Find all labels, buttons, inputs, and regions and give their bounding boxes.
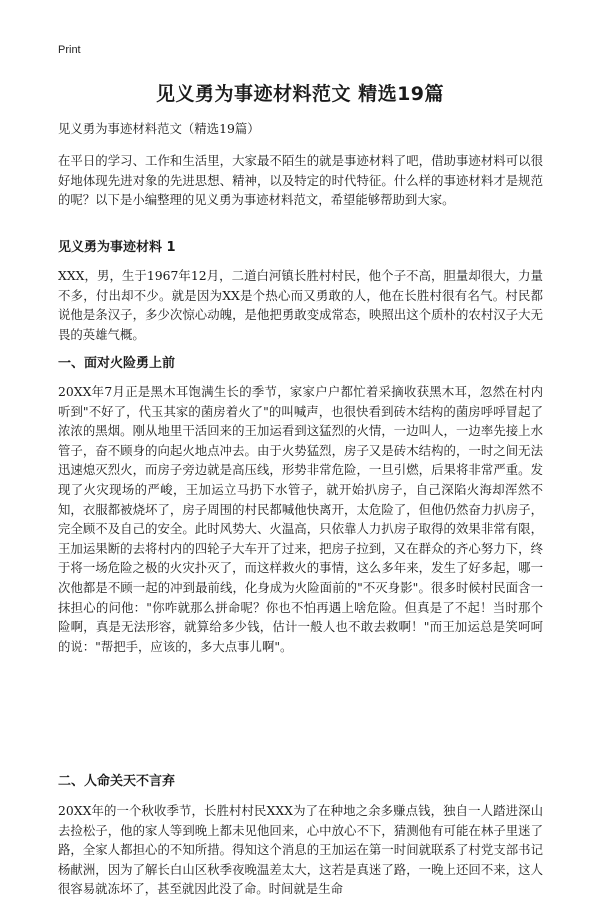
subsection-heading-rescue: 二、人命关天不言弃 (58, 774, 176, 789)
subsection-heading-fire: 一、面对火险勇上前 (58, 356, 176, 371)
print-link[interactable]: Print (58, 44, 81, 56)
subsection-paragraph-fire: 20XX年7月正是黑木耳饱满生长的季节，家家户户都忙着采摘收获黑木耳，忽然在村内听到"不好了，代玉其家的菌房着火了"的叫喊声，也很快看到砖木结构的菌房呼呼冒起了浓浓的黑烟。刚从地里干活回来的王加运看到这猛烈的火情，一边叫人，一边率先接上水管子，奋不顾身的向起火地点冲去。由于火势猛烈，房子又是砖木结构的，一时之间无法迅速熄灭烈火，而房子旁边就是高压线，形势非常危险，一旦引燃，后果将非常严重。发现了火灾现场的严峻，王加运立马扔下水管子，就开始扒房子，自己深陷火海却浑然不知，衣服都被烧坏了，房子周围的村民都喊他快离开，太危险了，但他仍然奋力扒房子，完全顾不及自己的安全。此时风势大、火温高，只依靠人力扒房子取得的效果非常有限，王加运果断的去将村内的四轮子大车开了过来，把房子拉到，又在群众的齐心努力下，终于将一场危险之极的火灾扑灭了，而这样救火的事情，这么多年来，发生了好多起，哪一次他都是不顾一起的冲到最前线，化身成为火险面前的"不灭身影"。很多时候村民面含一抹担心的问他："你咋就那么拼命呢？你也不怕再遇上啥危险。但真是了不起！当时那个险啊，真是无法形容，就算给多少钱，估计一般人也不敢去救啊！"而王加运总是笑呵呵的说："帮把手，应该的，多大点事儿啊"。 (58, 384, 543, 654)
document-subtitle: 见义勇为事迹材料范文（精选19篇） (58, 121, 260, 136)
document-title: 见义勇为事迹材料范文 精选19篇 (155, 83, 445, 105)
section-heading: 见义勇为事迹材料 1 (58, 240, 176, 255)
subsection-paragraph-rescue: 20XX年的一个秋收季节，长胜村村民XXX为了在种地之余多赚点钱，独自一人踏进深山去捡松子，他的家人等到晚上都未见他回来，心中放心不下，猜测他有可能在林子里迷了路，全家人都担心的不知所措。得知这个消息的王加运在第一时间就联系了村党支部书记杨献洲，因为了解长白山区秋季夜晚温差太大，这若是真迷了路，一晚上还回不来，这人很容易就冻坏了，甚至就因此没了命。时间就是生命 (58, 803, 543, 897)
section-paragraph: XXX，男，生于1967年12月，二道白河镇长胜村村民，他个子不高，胆量却很大，力量不多，付出却不少。就是因为XX是个热心而又勇敢的人，他在长胜村很有名气。村民都说他是条汉子，多少次惊心动魄，是他把勇敢变成常态，映照出这个质朴的农村汉子大无畏的英雄气概。 (58, 268, 543, 342)
intro-paragraph: 在平日的学习、工作和生活里，大家最不陌生的就是事迹材料了吧，借助事迹材料可以很好地体现先进对象的先进思想、精神，以及特定的时代特征。什么样的事迹材料才是规范的呢？以下是小编整理的见义勇为事迹材料范文，希望能够帮助到大家。 (58, 153, 543, 208)
